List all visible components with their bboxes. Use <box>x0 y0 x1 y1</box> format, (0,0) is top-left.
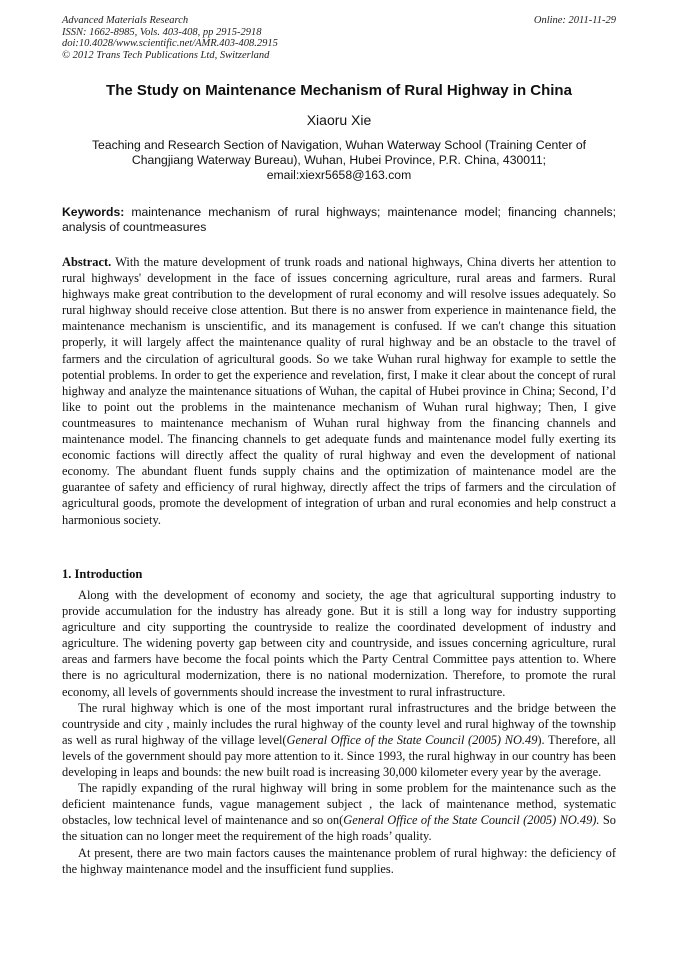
introduction-body <box>62 587 616 877</box>
paragraph-2-text-a: The rural highway which is one of the most important rural infrastructures and the bridge between the countryside and city , mainly includes the rural highway of the county level and rural highway of the township as well as rural highway of the village level( <box>62 700 616 747</box>
abstract <box>62 254 616 528</box>
paragraph-1: Along with the development of economy and society, the age that agricultural supporting industry to provide accumulation for the industry has already gone. But it is still a long way for industry supporting agriculture and city supporting the countryside to realize the coordinated development of industry and agriculture. The widening poverty gap between city and countryside, and issues concerning agriculture, rural areas and farmers have become the focal points which the Party Central Committee pays attention to. Where there is no agricultural modernization, there is no national modernization. Therefore, to promote the rural economy, all levels of governments should increase the investment to rural infrastructure. <box>62 588 616 699</box>
keywords-text: maintenance mechanism of rural highways; maintenance model; financing channels; analysis of countmeasures <box>62 205 616 234</box>
paragraph-3-text-b: So the situation can no longer meet the requirement of the high roads’ quality. <box>62 813 616 844</box>
abstract-label: Abstract. <box>62 255 112 269</box>
keywords-label: Keywords: <box>62 205 125 219</box>
journal-name: Advanced Materials Research <box>62 15 189 26</box>
author-name: Xiaoru Xie <box>306 112 372 128</box>
issn-line: ISSN: 1662-8985, Vols. 403-408, pp 2915-2918 <box>62 26 262 38</box>
citation: General Office of the State Council (2005) NO.49). <box>343 813 600 828</box>
affiliation-line-1: Teaching and Research Section of Navigation, Wuhan Waterway School (Training Center of <box>91 138 587 152</box>
section-heading: 1. Introduction <box>62 567 143 581</box>
paragraph-2-text-b: ). Therefore, all levels of the government should pay more attention to it. Since 1993, the rural highway in our country has been developing in leaps and bounds: the new built road is increasing 30,000 kilometer every year by the average. <box>62 732 617 780</box>
paragraph-4: At present, there are two main factors causes the maintenance problem of rural highway: the deficiency of the highway maintenance model and the insufficient fund supplies. <box>62 845 616 876</box>
abstract-text: With the mature development of trunk roads and national highways, China diverts her attention to rural highways' development in the face of issues concerning agriculture, rural areas and farmers. Rural highways make great contribution to the development of rural economy and will resolve issues adequately. So rural highway should receive close attention. But there is no answer from experience in maintenance field, the maintenance mechanism is unscientific, and its management is confused. If we can't change this situation properly, it will largely affect the maintenance quality of rural highway and be an obstacle to the travel of farmers and the circulation of agricultural goods. So we take Wuhan rural highway for example to settle the potential problems. In order to get the experience and revelation, first, I make it clear about the concept of rural highway and analyze the maintenance situations of Wuhan, the capital of Hubei province in China; Second, I’d like to point out the problems in the maintenance mechanism of Wuhan rural highway; Then, I give countmeasures to maintenance mechanism of Wuhan rural highway from the financing channels and maintenance model. The financing channels to get adequate funds and maintenance model fully exerting its economic factions will directly affect the quality of rural highway and even the development of national economy. The abundant fluent funds supply chains and the optimization of maintenance model are the guarantee of safety and efficiency of rural highway, directly affect the trips of farmers and the circulation of agricultural goods, promote the development of integration of urban and rural economies and help construct a harmonious society. <box>62 255 616 527</box>
paragraph-3-text-a: The rapidly expanding of the rural highway will bring in some problem for the maintenance such as the deficient maintenance funds, vague management subject , the lack of maintenance method, systematic obstacles, low technical level of maintenance and so on( <box>62 781 616 828</box>
affiliation-line-2: Changjiang Waterway Bureau), Wuhan, Hubei Province, P.R. China, 430011; <box>131 153 547 167</box>
journal-header <box>62 15 616 61</box>
online-date: Online: 2011-11-29 <box>533 15 616 26</box>
author-email: email:xiexr5658@163.com <box>266 168 412 182</box>
copyright-line: © 2012 Trans Tech Publications Ltd, Switzerland <box>62 49 270 61</box>
affiliation <box>70 138 608 183</box>
paragraph-3 <box>62 780 616 844</box>
paper-title: The Study on Maintenance Mechanism of Rural Highway in China <box>106 82 572 99</box>
paragraph-2 <box>62 700 616 780</box>
keywords <box>62 205 616 234</box>
citation: General Office of the State Council (2005) NO.49 <box>286 732 538 747</box>
doi-line: doi:10.4028/www.scientific.net/AMR.403-408.2915 <box>62 38 278 49</box>
